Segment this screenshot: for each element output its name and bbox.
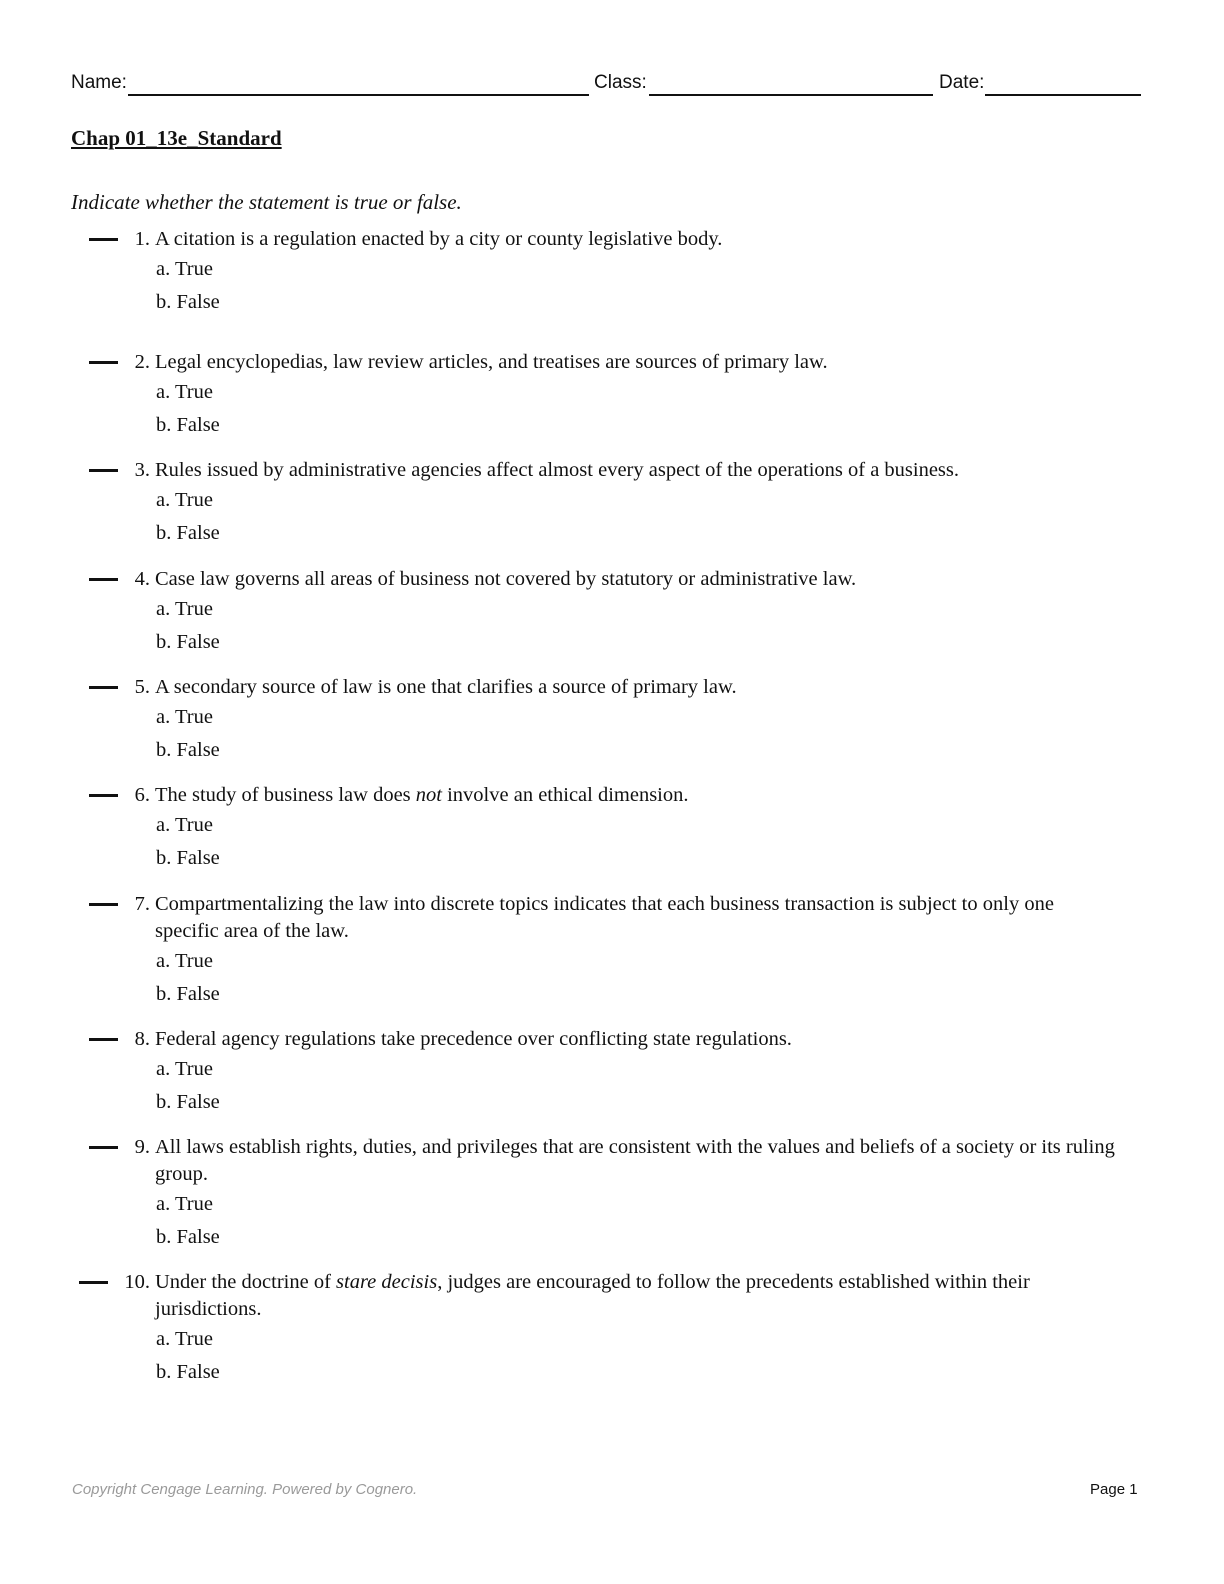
option-false: b. False: [156, 291, 220, 313]
question-text: [155, 1269, 1120, 1323]
option-true: a. True: [156, 489, 213, 511]
option-true: a. True: [156, 1193, 213, 1215]
page-title: Chap 01_13e_Standard: [71, 126, 282, 150]
date-label: Date:: [939, 72, 985, 93]
answer-blank[interactable]: [89, 1146, 118, 1149]
answer-blank[interactable]: [89, 1038, 118, 1041]
answer-blank[interactable]: [89, 794, 118, 797]
question-text: [155, 891, 1120, 945]
option-true: a. True: [156, 381, 213, 403]
question-text-part: A secondary source of law is one that clarifies a source of primary law.: [155, 676, 737, 698]
question-text: [155, 566, 1120, 593]
question-text: [155, 1026, 1120, 1053]
question-text-part: Compartmentalizing the law into discrete topics indicates that each business transaction is subject to only one specific area of the law.: [155, 893, 1054, 942]
option-true: a. True: [156, 814, 213, 836]
option-true: a. True: [156, 950, 213, 972]
question-number: 6.: [134, 784, 150, 806]
question-text-part: , judges are encouraged to follow the precedents established within their jurisdictions.: [155, 1271, 1030, 1320]
question-text-part: Federal agency regulations take precedence over conflicting state regulations.: [155, 1028, 792, 1050]
question-number: 10.: [124, 1271, 150, 1293]
class-line: [649, 94, 933, 96]
class-label: Class:: [594, 72, 647, 93]
page-number: Page 1: [1090, 1481, 1138, 1498]
question-text-part: Rules issued by administrative agencies affect almost every aspect of the operations of a business.: [155, 459, 960, 481]
option-false: b. False: [156, 1361, 220, 1383]
question-text: [155, 349, 1120, 376]
question-text-part: Under the doctrine of: [155, 1271, 337, 1293]
option-true: a. True: [156, 1328, 213, 1350]
question-text: [155, 782, 1120, 809]
question-number: 9.: [134, 1136, 150, 1158]
question-text: [155, 226, 1120, 253]
option-false: b. False: [156, 631, 220, 653]
copyright-footer: Copyright Cengage Learning. Powered by Cognero.: [72, 1481, 418, 1498]
question-number: 4.: [134, 568, 150, 590]
instructions: Indicate whether the statement is true or false.: [71, 190, 462, 214]
question-number: 5.: [134, 676, 150, 698]
question-text-part: A citation is a regulation enacted by a city or county legislative body.: [155, 228, 723, 250]
question-text: [155, 674, 1120, 701]
date-line: [985, 94, 1141, 96]
name-label: Name:: [71, 72, 127, 93]
question-number: 8.: [134, 1028, 150, 1050]
answer-blank[interactable]: [89, 686, 118, 689]
option-false: b. False: [156, 414, 220, 436]
option-true: a. True: [156, 706, 213, 728]
question-text: [155, 457, 1120, 484]
option-true: a. True: [156, 1058, 213, 1080]
emphasis-text: not: [415, 784, 442, 806]
option-true: a. True: [156, 598, 213, 620]
option-false: b. False: [156, 983, 220, 1005]
option-false: b. False: [156, 847, 220, 869]
question-number: 1.: [134, 228, 150, 250]
question-text-part: Case law governs all areas of business not covered by statutory or administrative law.: [155, 568, 857, 590]
question-text-part: The study of business law does: [155, 784, 416, 806]
question-text-part: involve an ethical dimension.: [441, 784, 689, 806]
name-line: [128, 94, 589, 96]
answer-blank[interactable]: [89, 578, 118, 581]
option-false: b. False: [156, 1226, 220, 1248]
question-number: 7.: [134, 893, 150, 915]
answer-blank[interactable]: [79, 1281, 108, 1284]
option-false: b. False: [156, 739, 220, 761]
answer-blank[interactable]: [89, 361, 118, 364]
option-false: b. False: [156, 522, 220, 544]
question-text-part: Legal encyclopedias, law review articles, and treatises are sources of primary law.: [155, 351, 828, 373]
student-info-header: [71, 72, 1141, 98]
question-text-part: All laws establish rights, duties, and privileges that are consistent with the values and beliefs of a society or its ruling group.: [155, 1136, 1115, 1185]
question-number: 2.: [134, 351, 150, 373]
option-true: a. True: [156, 258, 213, 280]
emphasis-text: stare decisis: [336, 1271, 438, 1293]
answer-blank[interactable]: [89, 903, 118, 906]
answer-blank[interactable]: [89, 238, 118, 241]
question-number: 3.: [134, 459, 150, 481]
option-false: b. False: [156, 1091, 220, 1113]
answer-blank[interactable]: [89, 469, 118, 472]
question-text: [155, 1134, 1120, 1188]
